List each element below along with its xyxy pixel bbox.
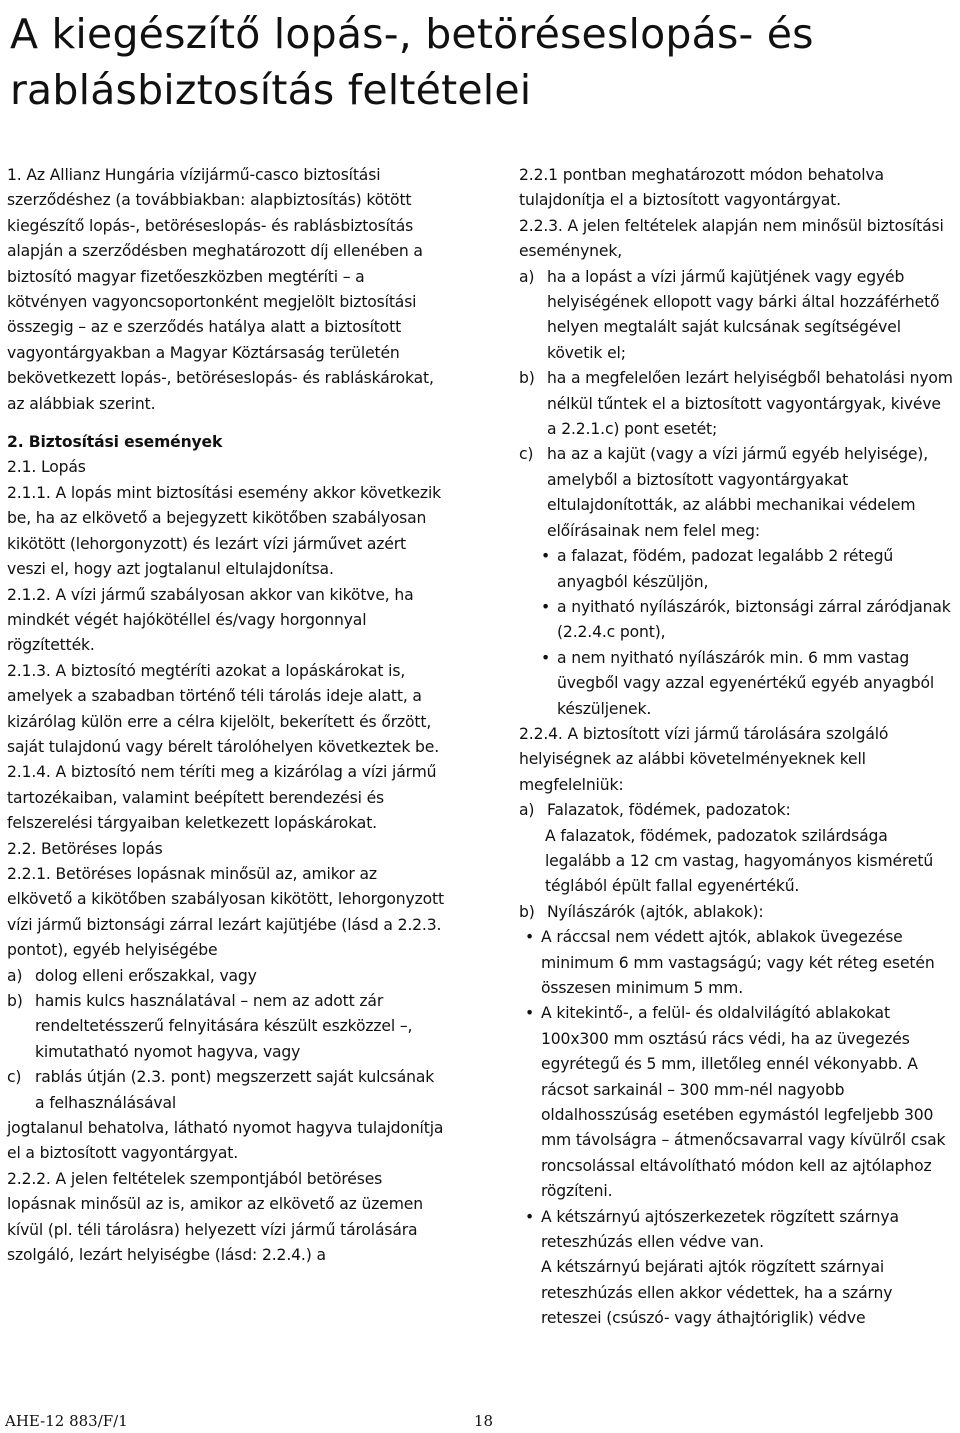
list-marker: a) bbox=[7, 966, 23, 985]
paragraph-continued: 2.2.1 pontban meghatározott módon behatolva tulajdonítja el a biztosított vagyontárgyat. bbox=[519, 166, 884, 210]
bullet-icon: • bbox=[541, 597, 551, 616]
page-title: A kiegészítő lopás-, betöréseslopás- és rablásbiztosítás feltételei bbox=[10, 10, 814, 114]
bullet-text: A kitekintő-, a felül- és oldalvilágító ablakokat 100x300 mm osztású rács védi, ha az üvegezés egyrétegű és 5 mm, illetőleg ennél vékonyabb. A rácsot sarkainál – 300 mm-nél nagyobb oldalhosszúság esetében egymástól legfeljebb 300 mm távolságra – átmenőcsavarral vagy kívülről csak roncsolással eltávolítható módon kell az ajtólaphoz rögzíteni. bbox=[541, 1004, 946, 1201]
bullet-text: a nyitható nyílászárók, biztonsági zárral záródjanak (2.2.4.c pont), bbox=[557, 597, 951, 642]
clause-number: 2.1.4. bbox=[7, 763, 51, 782]
clause-number: 2.2.3. bbox=[519, 216, 563, 235]
list-item-text: hamis kulcs használatával – nem az adott zár rendeltetésszerű felnyitására készült eszközzel –, kimutatható nyomot hagyva, vagy bbox=[35, 992, 413, 1061]
paragraph-2-1-2 bbox=[7, 583, 445, 659]
clause-text: A jelen feltételek szempontjából betöréses lopásnak minősül az is, amikor az elkövető az üzemen kívül (pl. téli tárolásra) helyezett vízi jármű tárolására szolgáló, lezárt helyiségbe (lásd: 2.2.4.) a bbox=[7, 1169, 423, 1265]
clause-number: 2.1.1. bbox=[7, 483, 51, 502]
list-item-heading: Nyílászárók (ajtók, ablakok): bbox=[547, 902, 764, 921]
subsection-heading-2-1 bbox=[7, 455, 445, 480]
list-item bbox=[7, 989, 445, 1065]
left-column bbox=[7, 163, 445, 1268]
paragraph-1: 1. Az Allianz Hungária vízijármű-casco biztosítási szerződéshez (a továbbiakban: alapbiztosítás) kötött kiegészítő lopás-, betöréseslopás- és rablásbiztosítás alapján a szerződésben meghatározott díj ellenében a biztosító magyar fizetőeszközben megtéríti – a kötvényen vagyoncsoportonként megjelölt biztosítási összegig – az e szerződés hatálya alatt a biztosított vagyontárgyakban a Magyar Köztársaság területén bekövetkezett lopás-, betöréseslopás- és rabláskárokat, az alábbiak szerint. bbox=[7, 166, 434, 413]
bullet-icon: • bbox=[541, 547, 551, 566]
bullet-icon: • bbox=[525, 1207, 535, 1226]
bullet-item bbox=[519, 646, 953, 722]
paragraph-2-2-1-end: jogtalanul behatolva, látható nyomot hagyva tulajdonítja el a biztosított vagyontárgyat. bbox=[7, 1119, 444, 1163]
list-item bbox=[7, 964, 445, 989]
clause-text: A jelen feltételek alapján bbox=[567, 216, 758, 235]
paragraph-2-1-4 bbox=[7, 760, 445, 836]
clause-text: A biztosító nem téríti meg a kizárólag a vízi jármű tartozékaiban, valamint beépített berendezési és felszerelési tárgyaiban keletkezett lopáskárokat. bbox=[7, 763, 437, 833]
bullet-item bbox=[519, 1001, 953, 1204]
clause-number: 2.2.2. bbox=[7, 1169, 51, 1188]
paragraph-2-2-2 bbox=[7, 1167, 445, 1269]
list-marker: a) bbox=[519, 267, 535, 286]
bullet-item bbox=[519, 595, 953, 646]
list-marker: a) bbox=[519, 801, 535, 820]
clause-text: Betöréses lopásnak minősül az, amikor az elkövető a kikötőben szabályosan kikötött, lehorgonyzott vízi jármű biztonsági zárral lezárt kajütjébe (lásd a 2.2.3. pontot), egyéb helyiségébe bbox=[7, 864, 444, 960]
paragraph-2-1-1 bbox=[7, 481, 445, 583]
bullet-item bbox=[519, 544, 953, 595]
list-marker: b) bbox=[7, 992, 23, 1010]
list-item-text: ha a megfelelően lezárt helyiségből behatolási nyom nélkül tűntek el a biztosított vagyontárgyak, kivéve a 2.2.1.c) pont esetét; bbox=[547, 369, 953, 439]
list-item-text: dolog elleni erőszakkal, vagy bbox=[35, 966, 257, 985]
paragraph-2-2-3 bbox=[519, 214, 953, 265]
bullet-icon: • bbox=[541, 648, 551, 667]
list-item bbox=[519, 366, 953, 442]
list-item-heading: Falazatok, födémek, padozatok: bbox=[547, 801, 791, 820]
list-marker: b) bbox=[519, 369, 535, 388]
list-marker: c) bbox=[519, 445, 534, 464]
clause-text: A biztosított vízi jármű tárolására szolgáló helyiségnek az alábbi követelményeknek kell megfelelniük: bbox=[519, 724, 889, 794]
right-column bbox=[519, 163, 953, 1332]
clause-number: 2.2.4. bbox=[519, 724, 563, 743]
clause-text: A biztosító megtéríti azokat a lopáskárokat is, amelyek a szabadban történő téli tárolás ideje alatt, a kizárólag külön erre a célra kijelölt, bekerített és őrzött, saját tulajdonú vagy bérelt tárolóhelyen következtek be. bbox=[7, 661, 440, 756]
page-number: 18 bbox=[474, 1412, 494, 1430]
list-item-a-text: A falazatok, födémek, padozatok szilárdsága legalább a 12 cm vastag, hagyományos kisméretű téglából épült fallal egyenértékű. bbox=[545, 826, 934, 896]
list-item bbox=[519, 442, 953, 544]
list-item-text: ha az a kajüt (vagy a vízi jármű egyéb helyisége), amelyből a biztosított vagyontárgyakat eltulajdonították, az alábbi mechanikai védelem előírásainak nem felel meg: bbox=[547, 445, 929, 540]
bullet-text: a falazat, födém, padozat legalább 2 rétegű anyagból készüljön, bbox=[557, 547, 894, 591]
list-item-text: rablás útján (2.3. pont) megszerzett saját kulcsának a felhasználásával bbox=[35, 1068, 435, 1112]
bullet-icon: • bbox=[525, 928, 535, 947]
clause-number: 2.1.3. bbox=[7, 661, 51, 680]
document-code: AHE-12 883/F/1 bbox=[5, 1412, 128, 1430]
clause-text: A lopás mint biztosítási esemény akkor következik be, ha az elkövető a bejegyzett kikötőben szabályosan kikötött (lehorgonyzott) és lezárt vízi járművet azért veszi el, hogy azt jogtalanul eltulajdonítsa. bbox=[7, 483, 442, 579]
paragraph-2-1-3 bbox=[7, 659, 445, 761]
bullet-text: A kétszárnyú ajtószerkezetek rögzített szárnya reteszhúzás ellen védve van. bbox=[541, 1207, 899, 1252]
emphasis-text: nem minősül biztosítási eseménynek, bbox=[519, 216, 944, 261]
paragraph-2-2-1 bbox=[7, 862, 445, 964]
bullet-text: a nem nyitható nyílászárók min. 6 mm vastag üvegből vagy azzal egyenértékű egyéb anyagból készüljenek. bbox=[557, 648, 935, 718]
list-item bbox=[519, 265, 953, 367]
clause-number: 2.1.2. bbox=[7, 585, 51, 604]
section-heading-2: 2. Biztosítási események bbox=[7, 433, 223, 452]
clause-number: 2.2.1. bbox=[7, 864, 51, 883]
list-item-a bbox=[519, 798, 953, 823]
list-item bbox=[7, 1065, 445, 1116]
list-item-b bbox=[519, 900, 953, 925]
clause-text: A vízi jármű szabályosan akkor van kikötve, ha mindkét végét hajókötéllel és/vagy horgonnyal rögzítették. bbox=[7, 585, 414, 655]
bullet-text: A ráccsal nem védett ajtók, ablakok üvegezése minimum 6 mm vastagságú; vagy két réteg esetén összesen minimum 5 mm. bbox=[541, 928, 935, 997]
subsection-heading-2-2: 2.2. Betöréses lopás bbox=[7, 839, 163, 858]
bullet-item bbox=[519, 1205, 953, 1256]
bullet-icon: • bbox=[525, 1004, 535, 1023]
list-marker: b) bbox=[519, 902, 535, 921]
bullet-item bbox=[519, 925, 953, 1001]
paragraph-door-note: A kétszárnyú bejárati ajtók rögzített szárnyai reteszhúzás ellen akkor védettek, ha a szárny reteszei (csúszó- vagy áthajtóriglik) védve bbox=[541, 1258, 893, 1328]
list-item-text: ha a lopást a vízi jármű kajütjének vagy egyéb helyiségének ellopott vagy bárki által hozzáférhető helyen megtalált saját kulcsának segítségével követik el; bbox=[547, 267, 940, 362]
heading-text: 2.1. Lopás bbox=[7, 458, 86, 477]
paragraph-2-2-4 bbox=[519, 722, 953, 798]
list-marker: c) bbox=[7, 1068, 22, 1087]
